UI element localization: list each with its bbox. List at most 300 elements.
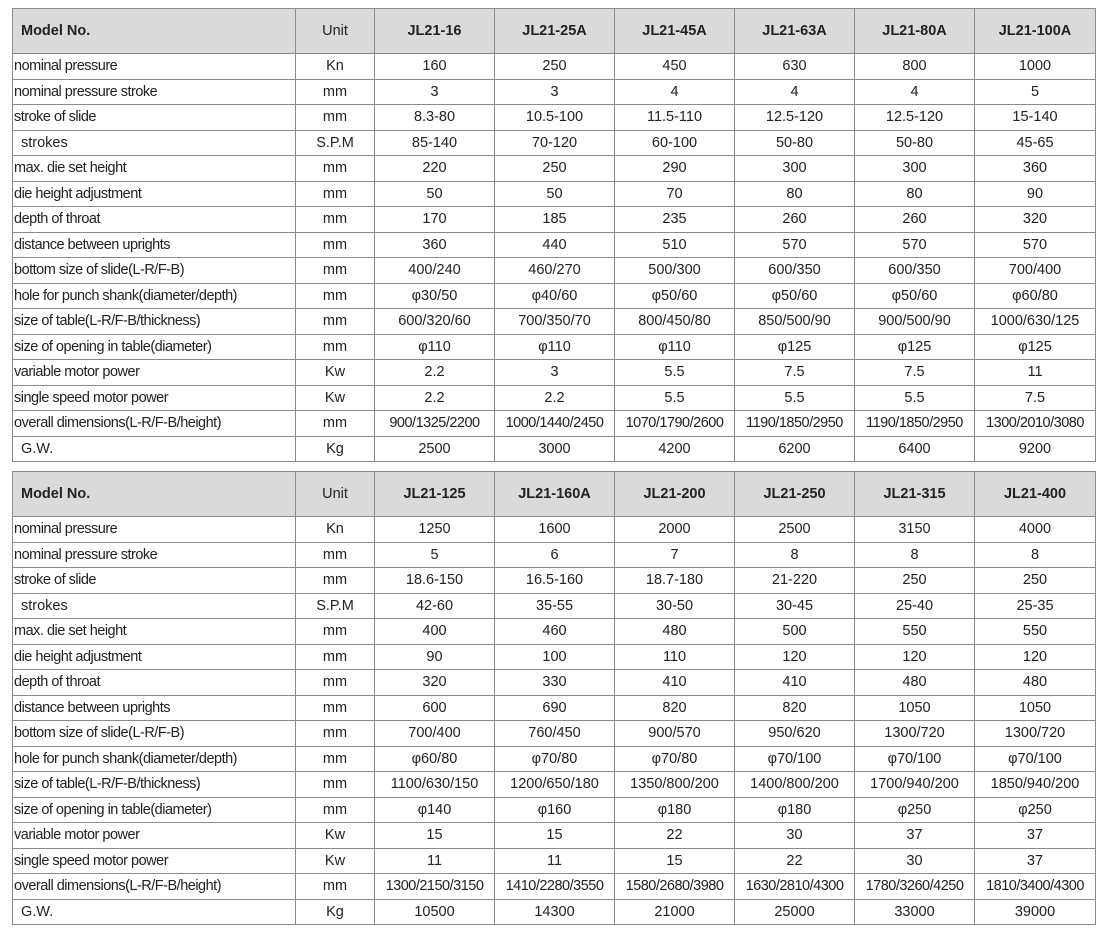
table-row — [13, 695, 1096, 721]
value-cell: 1070/1790/2600 — [615, 411, 735, 437]
value-cell: 80 — [855, 181, 975, 207]
table-row — [13, 283, 1096, 309]
value-cell: 1100/630/150 — [375, 772, 495, 798]
model-column-header: JL21-200 — [615, 472, 735, 517]
table-row — [13, 746, 1096, 772]
value-cell: 1050 — [975, 695, 1096, 721]
value-cell: 8.3-80 — [375, 105, 495, 131]
value-cell: 10.5-100 — [495, 105, 615, 131]
value-cell: 45-65 — [975, 130, 1096, 156]
value-cell: φ110 — [495, 334, 615, 360]
value-cell: φ110 — [375, 334, 495, 360]
unit-cell: mm — [296, 258, 375, 284]
table-row — [13, 848, 1096, 874]
table-row — [13, 721, 1096, 747]
value-cell: 820 — [735, 695, 855, 721]
value-cell: 630 — [735, 54, 855, 80]
value-cell: 6200 — [735, 436, 855, 462]
parameter-cell: hole for punch shank(diameter/depth) — [13, 283, 296, 309]
value-cell: 4 — [735, 79, 855, 105]
unit-cell: mm — [296, 79, 375, 105]
value-cell: 4 — [855, 79, 975, 105]
parameter-cell: stroke of slide — [13, 105, 296, 131]
unit-cell: mm — [296, 874, 375, 900]
value-cell: 400 — [375, 619, 495, 645]
spec-table-1 — [12, 8, 1096, 462]
table-row — [13, 517, 1096, 543]
value-cell: 30 — [735, 823, 855, 849]
table-row — [13, 79, 1096, 105]
value-cell: 90 — [975, 181, 1096, 207]
unit-header: Unit — [296, 9, 375, 54]
value-cell: 410 — [615, 670, 735, 696]
parameter-cell: single speed motor power — [13, 848, 296, 874]
value-cell: 1190/1850/2950 — [735, 411, 855, 437]
value-cell: 480 — [855, 670, 975, 696]
unit-cell: Kw — [296, 360, 375, 386]
value-cell: 900/570 — [615, 721, 735, 747]
value-cell: 510 — [615, 232, 735, 258]
value-cell: 37 — [975, 848, 1096, 874]
value-cell: φ160 — [495, 797, 615, 823]
unit-cell: mm — [296, 695, 375, 721]
unit-cell: mm — [296, 772, 375, 798]
spec-table-2 — [12, 471, 1096, 925]
value-cell: φ140 — [375, 797, 495, 823]
table-row — [13, 181, 1096, 207]
value-cell: 550 — [975, 619, 1096, 645]
model-column-header: JL21-63A — [735, 9, 855, 54]
value-cell: 450 — [615, 54, 735, 80]
value-cell: 16.5-160 — [495, 568, 615, 594]
value-cell: 12.5-120 — [855, 105, 975, 131]
unit-cell: mm — [296, 181, 375, 207]
value-cell: 480 — [975, 670, 1096, 696]
value-cell: 12.5-120 — [735, 105, 855, 131]
model-column-header: JL21-45A — [615, 9, 735, 54]
parameter-cell: overall dimensions(L-R/F-B/height) — [13, 411, 296, 437]
value-cell: 33000 — [855, 899, 975, 925]
value-cell: 1300/2010/3080 — [975, 411, 1096, 437]
table-row — [13, 874, 1096, 900]
value-cell: 1200/650/180 — [495, 772, 615, 798]
value-cell: 850/500/90 — [735, 309, 855, 335]
table-row — [13, 436, 1096, 462]
value-cell: 950/620 — [735, 721, 855, 747]
unit-cell: Kw — [296, 385, 375, 411]
value-cell: φ180 — [735, 797, 855, 823]
value-cell: 15 — [615, 848, 735, 874]
parameter-cell: nominal pressure — [13, 517, 296, 543]
model-column-header: JL21-315 — [855, 472, 975, 517]
value-cell: 22 — [615, 823, 735, 849]
value-cell: 30 — [855, 848, 975, 874]
value-cell: 15 — [495, 823, 615, 849]
parameter-cell: nominal pressure stroke — [13, 542, 296, 568]
value-cell: 1600 — [495, 517, 615, 543]
table-row — [13, 334, 1096, 360]
value-cell: 500 — [735, 619, 855, 645]
table-row — [13, 258, 1096, 284]
model-column-header: JL21-25A — [495, 9, 615, 54]
unit-cell: mm — [296, 670, 375, 696]
value-cell: 3 — [495, 79, 615, 105]
value-cell: φ30/50 — [375, 283, 495, 309]
model-no-header: Model No. — [13, 9, 296, 54]
value-cell: 3 — [375, 79, 495, 105]
value-cell: 500/300 — [615, 258, 735, 284]
value-cell: φ50/60 — [735, 283, 855, 309]
value-cell: φ60/80 — [975, 283, 1096, 309]
value-cell: 760/450 — [495, 721, 615, 747]
table-row — [13, 823, 1096, 849]
value-cell: 25-40 — [855, 593, 975, 619]
value-cell: φ180 — [615, 797, 735, 823]
parameter-cell: stroke of slide — [13, 568, 296, 594]
value-cell: 30-45 — [735, 593, 855, 619]
value-cell: 100 — [495, 644, 615, 670]
table-row — [13, 105, 1096, 131]
value-cell: 250 — [855, 568, 975, 594]
unit-cell: mm — [296, 746, 375, 772]
model-column-header: JL21-80A — [855, 9, 975, 54]
value-cell: 18.6-150 — [375, 568, 495, 594]
unit-cell: Kw — [296, 823, 375, 849]
value-cell: φ125 — [975, 334, 1096, 360]
value-cell: 8 — [735, 542, 855, 568]
value-cell: 5.5 — [615, 385, 735, 411]
value-cell: 14300 — [495, 899, 615, 925]
unit-cell: Kg — [296, 899, 375, 925]
parameter-cell: size of opening in table(diameter) — [13, 334, 296, 360]
table-row — [13, 797, 1096, 823]
table-row — [13, 360, 1096, 386]
table-row — [13, 54, 1096, 80]
table-row — [13, 619, 1096, 645]
value-cell: 2500 — [375, 436, 495, 462]
unit-cell: mm — [296, 797, 375, 823]
unit-header: Unit — [296, 472, 375, 517]
parameter-cell: overall dimensions(L-R/F-B/height) — [13, 874, 296, 900]
unit-cell: mm — [296, 232, 375, 258]
value-cell: 11 — [375, 848, 495, 874]
value-cell: 21-220 — [735, 568, 855, 594]
value-cell: 250 — [495, 156, 615, 182]
table-row — [13, 232, 1096, 258]
parameter-cell: size of table(L-R/F-B/thickness) — [13, 309, 296, 335]
value-cell: 120 — [975, 644, 1096, 670]
parameter-cell: single speed motor power — [13, 385, 296, 411]
table-row — [13, 542, 1096, 568]
value-cell: 5.5 — [855, 385, 975, 411]
value-cell: 11 — [495, 848, 615, 874]
value-cell: φ70/80 — [615, 746, 735, 772]
unit-cell: mm — [296, 721, 375, 747]
unit-cell: mm — [296, 542, 375, 568]
value-cell: 320 — [375, 670, 495, 696]
value-cell: 1250 — [375, 517, 495, 543]
parameter-cell: strokes — [13, 130, 296, 156]
value-cell: 11 — [975, 360, 1096, 386]
value-cell: 2000 — [615, 517, 735, 543]
parameter-cell: depth of throat — [13, 207, 296, 233]
value-cell: 50-80 — [735, 130, 855, 156]
value-cell: 400/240 — [375, 258, 495, 284]
table-row — [13, 309, 1096, 335]
model-column-header: JL21-160A — [495, 472, 615, 517]
value-cell: φ70/100 — [975, 746, 1096, 772]
value-cell: 70 — [615, 181, 735, 207]
value-cell: 4200 — [615, 436, 735, 462]
value-cell: φ40/60 — [495, 283, 615, 309]
value-cell: 39000 — [975, 899, 1096, 925]
value-cell: 1000 — [975, 54, 1096, 80]
value-cell: 820 — [615, 695, 735, 721]
value-cell: 570 — [735, 232, 855, 258]
table-row — [13, 207, 1096, 233]
value-cell: 440 — [495, 232, 615, 258]
value-cell: 700/400 — [375, 721, 495, 747]
model-column-header: JL21-250 — [735, 472, 855, 517]
value-cell: 480 — [615, 619, 735, 645]
value-cell: 570 — [975, 232, 1096, 258]
value-cell: 1400/800/200 — [735, 772, 855, 798]
value-cell: 22 — [735, 848, 855, 874]
value-cell: 8 — [855, 542, 975, 568]
value-cell: 120 — [855, 644, 975, 670]
table-row — [13, 568, 1096, 594]
value-cell: 300 — [855, 156, 975, 182]
value-cell: 7.5 — [735, 360, 855, 386]
table-row — [13, 130, 1096, 156]
parameter-cell: variable motor power — [13, 823, 296, 849]
value-cell: 1780/3260/4250 — [855, 874, 975, 900]
model-column-header: JL21-16 — [375, 9, 495, 54]
value-cell: 300 — [735, 156, 855, 182]
value-cell: 25000 — [735, 899, 855, 925]
value-cell: 25-35 — [975, 593, 1096, 619]
value-cell: 700/350/70 — [495, 309, 615, 335]
value-cell: 1700/940/200 — [855, 772, 975, 798]
value-cell: 80 — [735, 181, 855, 207]
value-cell: 1050 — [855, 695, 975, 721]
value-cell: 600 — [375, 695, 495, 721]
parameter-cell: G.W. — [13, 436, 296, 462]
value-cell: 35-55 — [495, 593, 615, 619]
value-cell: φ250 — [975, 797, 1096, 823]
value-cell: φ110 — [615, 334, 735, 360]
value-cell: 1300/2150/3150 — [375, 874, 495, 900]
unit-cell: mm — [296, 568, 375, 594]
unit-cell: mm — [296, 644, 375, 670]
parameter-cell: strokes — [13, 593, 296, 619]
value-cell: 360 — [975, 156, 1096, 182]
parameter-cell: variable motor power — [13, 360, 296, 386]
value-cell: 110 — [615, 644, 735, 670]
value-cell: 10500 — [375, 899, 495, 925]
value-cell: 5 — [375, 542, 495, 568]
value-cell: 1000/630/125 — [975, 309, 1096, 335]
value-cell: 5 — [975, 79, 1096, 105]
value-cell: 690 — [495, 695, 615, 721]
table-row — [13, 670, 1096, 696]
value-cell: 900/1325/2200 — [375, 411, 495, 437]
value-cell: 18.7-180 — [615, 568, 735, 594]
parameter-cell: die height adjustment — [13, 181, 296, 207]
value-cell: 60-100 — [615, 130, 735, 156]
value-cell: 6 — [495, 542, 615, 568]
header-row — [13, 472, 1096, 517]
value-cell: 5.5 — [615, 360, 735, 386]
value-cell: 120 — [735, 644, 855, 670]
value-cell: 600/350 — [735, 258, 855, 284]
value-cell: φ125 — [855, 334, 975, 360]
value-cell: 2.2 — [375, 360, 495, 386]
value-cell: 1350/800/200 — [615, 772, 735, 798]
value-cell: 3 — [495, 360, 615, 386]
value-cell: 11.5-110 — [615, 105, 735, 131]
unit-cell: mm — [296, 207, 375, 233]
model-no-header: Model No. — [13, 472, 296, 517]
value-cell: 7.5 — [975, 385, 1096, 411]
value-cell: φ50/60 — [615, 283, 735, 309]
value-cell: 160 — [375, 54, 495, 80]
value-cell: 170 — [375, 207, 495, 233]
model-column-header: JL21-125 — [375, 472, 495, 517]
parameter-cell: G.W. — [13, 899, 296, 925]
value-cell: 460 — [495, 619, 615, 645]
table-row — [13, 772, 1096, 798]
value-cell: 85-140 — [375, 130, 495, 156]
spec-table-1-body — [13, 54, 1096, 462]
value-cell: 250 — [975, 568, 1096, 594]
table-row — [13, 899, 1096, 925]
value-cell: 15 — [375, 823, 495, 849]
unit-cell: mm — [296, 334, 375, 360]
table-row — [13, 593, 1096, 619]
value-cell: 1850/940/200 — [975, 772, 1096, 798]
value-cell: 1000/1440/2450 — [495, 411, 615, 437]
value-cell: 21000 — [615, 899, 735, 925]
unit-cell: Kw — [296, 848, 375, 874]
parameter-cell: max. die set height — [13, 619, 296, 645]
value-cell: 1190/1850/2950 — [855, 411, 975, 437]
value-cell: 600/350 — [855, 258, 975, 284]
value-cell: 235 — [615, 207, 735, 233]
value-cell: 7.5 — [855, 360, 975, 386]
unit-cell: mm — [296, 619, 375, 645]
value-cell: 800 — [855, 54, 975, 80]
value-cell: 600/320/60 — [375, 309, 495, 335]
parameter-cell: size of table(L-R/F-B/thickness) — [13, 772, 296, 798]
value-cell: φ60/80 — [375, 746, 495, 772]
value-cell: 2.2 — [495, 385, 615, 411]
value-cell: φ70/100 — [735, 746, 855, 772]
value-cell: 700/400 — [975, 258, 1096, 284]
unit-cell: mm — [296, 309, 375, 335]
spec-table-1-header — [13, 9, 1096, 54]
value-cell: 410 — [735, 670, 855, 696]
value-cell: 2.2 — [375, 385, 495, 411]
value-cell: 90 — [375, 644, 495, 670]
value-cell: 1810/3400/4300 — [975, 874, 1096, 900]
unit-cell: mm — [296, 105, 375, 131]
value-cell: 1300/720 — [855, 721, 975, 747]
value-cell: 1410/2280/3550 — [495, 874, 615, 900]
value-cell: 570 — [855, 232, 975, 258]
value-cell: 320 — [975, 207, 1096, 233]
value-cell: φ70/100 — [855, 746, 975, 772]
unit-cell: mm — [296, 411, 375, 437]
parameter-cell: bottom size of slide(L-R/F-B) — [13, 258, 296, 284]
value-cell: 1300/720 — [975, 721, 1096, 747]
value-cell: 460/270 — [495, 258, 615, 284]
value-cell: 260 — [855, 207, 975, 233]
value-cell: 900/500/90 — [855, 309, 975, 335]
value-cell: 5.5 — [735, 385, 855, 411]
unit-cell: Kn — [296, 54, 375, 80]
value-cell: 290 — [615, 156, 735, 182]
table-row — [13, 411, 1096, 437]
spec-table-2-header — [13, 472, 1096, 517]
table-row — [13, 385, 1096, 411]
model-column-header: JL21-400 — [975, 472, 1096, 517]
parameter-cell: size of opening in table(diameter) — [13, 797, 296, 823]
value-cell: 37 — [975, 823, 1096, 849]
value-cell: 1580/2680/3980 — [615, 874, 735, 900]
value-cell: φ50/60 — [855, 283, 975, 309]
parameter-cell: nominal pressure stroke — [13, 79, 296, 105]
parameter-cell: nominal pressure — [13, 54, 296, 80]
value-cell: φ250 — [855, 797, 975, 823]
unit-cell: Kn — [296, 517, 375, 543]
value-cell: 50 — [375, 181, 495, 207]
value-cell: 4000 — [975, 517, 1096, 543]
value-cell: 550 — [855, 619, 975, 645]
value-cell: 185 — [495, 207, 615, 233]
table-row — [13, 156, 1096, 182]
parameter-cell: max. die set height — [13, 156, 296, 182]
value-cell: 250 — [495, 54, 615, 80]
value-cell: 50 — [495, 181, 615, 207]
value-cell: 3150 — [855, 517, 975, 543]
unit-cell: S.P.M — [296, 593, 375, 619]
value-cell: 2500 — [735, 517, 855, 543]
table-row — [13, 644, 1096, 670]
value-cell: 50-80 — [855, 130, 975, 156]
value-cell: 220 — [375, 156, 495, 182]
parameter-cell: hole for punch shank(diameter/depth) — [13, 746, 296, 772]
value-cell: 6400 — [855, 436, 975, 462]
value-cell: 9200 — [975, 436, 1096, 462]
spec-table-2-body — [13, 517, 1096, 925]
header-row — [13, 9, 1096, 54]
value-cell: 360 — [375, 232, 495, 258]
model-column-header: JL21-100A — [975, 9, 1096, 54]
value-cell: φ70/80 — [495, 746, 615, 772]
value-cell: 37 — [855, 823, 975, 849]
value-cell: 3000 — [495, 436, 615, 462]
unit-cell: Kg — [296, 436, 375, 462]
value-cell: 330 — [495, 670, 615, 696]
value-cell: 800/450/80 — [615, 309, 735, 335]
parameter-cell: bottom size of slide(L-R/F-B) — [13, 721, 296, 747]
value-cell: 15-140 — [975, 105, 1096, 131]
parameter-cell: distance between uprights — [13, 695, 296, 721]
value-cell: 8 — [975, 542, 1096, 568]
value-cell: 30-50 — [615, 593, 735, 619]
unit-cell: S.P.M — [296, 130, 375, 156]
